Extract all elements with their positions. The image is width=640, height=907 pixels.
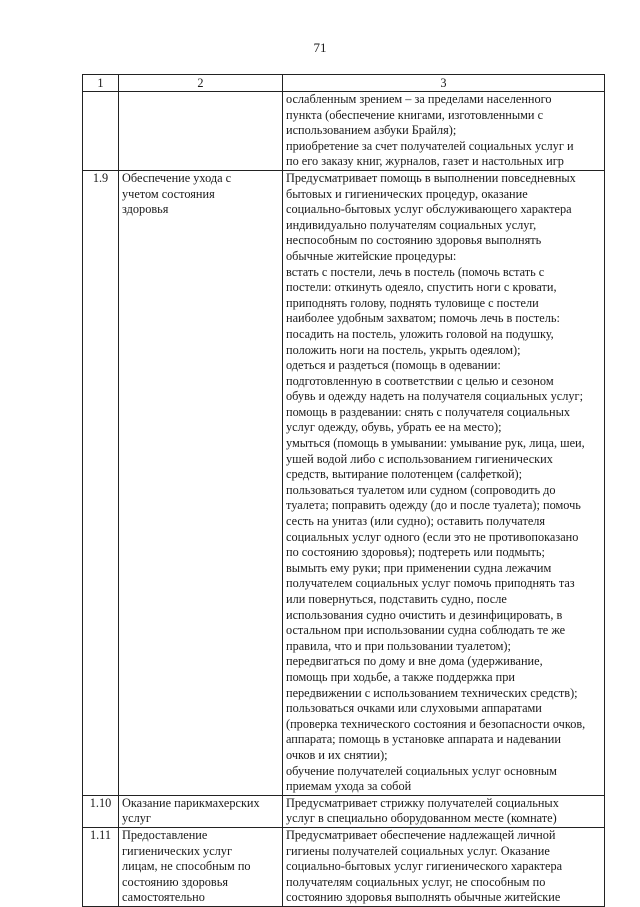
service-description-line: аппарата; помощь в установке аппарата и надевании: [286, 732, 561, 747]
service-description-line: по состоянию здоровья); подтереть или подмыть;: [286, 545, 545, 560]
service-description-line: пользоваться туалетом или судном (сопроводить до: [286, 482, 556, 497]
service-description-line: социальных услуг одного (если это не противопоказано: [286, 529, 579, 544]
service-description-line: услуг одежду, обувь, убрать ее на место);: [286, 420, 502, 435]
service-description-line: (проверка технического состояния и безопасности очков,: [286, 716, 586, 731]
service-description-line: ушей водой либо с использованием гигиенических: [286, 451, 553, 466]
service-description-line: помощь в раздевании: снять с получателя социальных: [286, 404, 570, 419]
service-description-line: положить ноги на постель, укрыть одеялом);: [286, 342, 521, 357]
service-description-line: подготовленную в соответствии с целью и сезоном: [286, 373, 554, 388]
service-description-line: наиболее удобным захватом; помочь лечь в постель:: [286, 311, 560, 326]
service-name: [119, 170, 283, 795]
header-row: [83, 75, 605, 92]
page-number: 71: [313, 40, 327, 55]
service-description-line: передвигаться по дому и вне дома (удерживание,: [286, 654, 543, 669]
service-name-line: состоянию здоровья: [122, 874, 228, 889]
table-row: [83, 827, 605, 906]
service-description-line: одеться и раздеться (помощь в одевании:: [286, 358, 501, 373]
table-body: [83, 92, 605, 907]
service-description-line: услуг в специально оборудованном месте (комнате): [286, 811, 557, 826]
service-description-line: получателям социальных услуг, не способным по: [286, 874, 546, 889]
service-description-line: индивидуально получателям социальных услуг,: [286, 217, 537, 232]
table-header: [83, 75, 605, 92]
service-description-line: обувь и одежду надеть на получателя социальных услуг;: [286, 389, 584, 404]
service-name-line: учетом состояния: [122, 186, 215, 201]
service-description-line: гигиены получателей социальных услуг. Оказание: [286, 843, 550, 858]
service-description-line: вымыть ему руки; при применении судна лежачим: [286, 560, 552, 575]
service-name-line: услуг: [122, 811, 151, 826]
service-description-line: передвижении с использованием технических средств);: [286, 685, 578, 700]
service-description-line: обычные житейские процедуры:: [286, 248, 457, 263]
service-description-line: остальном при использовании судна соблюдать те же: [286, 623, 566, 638]
service-description-line: Предусматривает помощь в выполнении повседневных: [286, 170, 576, 185]
row-number: [83, 92, 119, 171]
service-description-line: получателем социальных услуг помочь приподнять таз: [286, 576, 575, 591]
service-name: [119, 795, 283, 827]
service-description-line: состоянию здоровья выполнять обычные житейские: [286, 890, 561, 905]
service-description-line: приемам ухода за собой: [286, 779, 412, 794]
service-description-line: неспособным по состоянию здоровья выполнять: [286, 233, 542, 248]
service-name-line: Предоставление: [122, 827, 208, 842]
service-description-line: пункта (обеспечение книгами, изготовленными с: [286, 107, 544, 122]
service-name-line: гигиенических услуг: [122, 843, 232, 858]
table-row: [83, 92, 605, 171]
header-col-3: 3: [283, 75, 605, 92]
service-description-line: Предусматривает стрижку получателей социальных: [286, 795, 559, 810]
service-description-line: постели: откинуть одеяло, спустить ноги с кровати,: [286, 280, 557, 295]
service-description-line: встать с постели, лечь в постель (помочь встать с: [286, 264, 545, 279]
service-name-line: самостоятельно: [122, 890, 205, 905]
service-description-line: социально-бытовых услуг обслуживающего характера: [286, 202, 572, 217]
service-description-line: использования судно очистить и дезинфицировать, в: [286, 607, 563, 622]
table-row: [83, 795, 605, 827]
service-description-line: средств, вытирание полотенцем (салфеткой);: [286, 467, 523, 482]
services-table: [82, 74, 605, 907]
row-number: 1.11: [83, 827, 119, 906]
service-description: [283, 170, 605, 795]
service-description-line: приподнять голову, поднять туловище с постели: [286, 295, 539, 310]
service-name: [119, 92, 283, 171]
service-description-line: по его заказу книг, журналов, газет и настольных игр: [286, 154, 564, 169]
service-description-line: правила, что и при пользовании туалетом);: [286, 638, 511, 653]
table-row: [83, 170, 605, 795]
row-number: 1.10: [83, 795, 119, 827]
service-description-line: сесть на унитаз (или судно); оставить получателя: [286, 514, 546, 529]
service-description-line: очков и их снятии);: [286, 747, 388, 762]
service-description: [283, 827, 605, 906]
header-col-1: 1: [83, 75, 119, 92]
service-description-line: Предусматривает обеспечение надлежащей личной: [286, 827, 556, 842]
service-description-line: обучение получателей социальных услуг основным: [286, 763, 557, 778]
service-description-line: туалета; поправить одежду (до и после туалета); помочь: [286, 498, 581, 513]
service-name-line: Оказание парикмахерских: [122, 795, 260, 810]
service-description-line: ослабленным зрением – за пределами населенного: [286, 92, 552, 106]
service-name: [119, 827, 283, 906]
service-name-line: здоровья: [122, 202, 169, 217]
service-description-line: использованием азбуки Брайля);: [286, 123, 457, 138]
service-name-line: лицам, не способным по: [122, 859, 251, 874]
service-description: [283, 92, 605, 171]
service-description-line: или повернуться, подставить судно, после: [286, 592, 507, 606]
service-description-line: пользоваться очками или слуховыми аппаратами: [286, 701, 542, 716]
service-description-line: бытовых и гигиенических процедур, оказание: [286, 186, 528, 201]
service-description-line: умыться (помощь в умывании: умывание рук, лица, шеи,: [286, 436, 585, 451]
service-description-line: посадить на постель, уложить головой на подушку,: [286, 326, 554, 341]
service-name-line: Обеспечение ухода с: [122, 170, 232, 185]
service-description-line: социально-бытовых услуг гигиенического характера: [286, 859, 563, 874]
service-description-line: приобретение за счет получателей социальных услуг и: [286, 138, 574, 153]
service-description: [283, 795, 605, 827]
header-col-2: 2: [119, 75, 283, 92]
service-description-line: помощь при ходьбе, а также поддержка при: [286, 669, 515, 684]
row-number: 1.9: [83, 170, 119, 795]
